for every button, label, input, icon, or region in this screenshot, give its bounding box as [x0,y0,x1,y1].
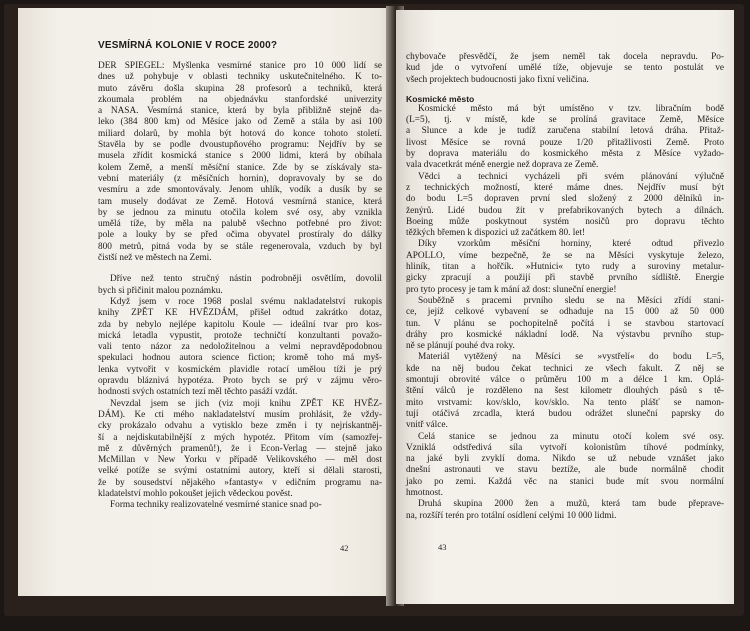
text-line: (L=5), tj. v místě, kde se prolíná gravitace Země, Měsíce [406,115,724,126]
text-line: Díky vzorkům měsíční horniny, které odtud přivezlo [418,239,724,250]
text-line: lenka vytvořit v kosmickém plavidle rotací umělou tíži je prý [98,364,382,375]
text-line: Dříve než tento stručný nástin podrobněji osvětlím, dovolil [110,274,382,285]
text-line: tují otáčivá zrcadla, která budou odrážet sluneční paprsky do [406,408,724,419]
text-line: vnitř válce. [406,420,448,431]
text-line: mická letadla vypustit, protože techničtí konzultanti považo- [98,330,382,341]
text-line: kde na něj budou čekat technici ze všech fakult. Z něj se [406,363,724,374]
chapter-title: VESMÍRNÁ KOLONIE V ROCE 2000? [98,40,278,51]
text-line: mě z důvěrných pramenů!), že i Econ-Verlag — stejně jako [98,443,382,454]
text-line: Souběžně s pracemi prvního sledu se na Měsíci zřídí stani- [418,295,724,306]
page-number-right: 43 [438,542,447,552]
text-line: hmotnost. [406,487,443,498]
text-line: Druhá skupina 2000 žen a mužů, která tam bude přeprave- [418,499,724,510]
text-line: dnes už pohybuje v oblasti techniky uskutečnitelného. K to- [98,72,382,83]
text-line: pro tyto procesy je tam k mání až dost: sluneční energie! [406,284,617,295]
text-line: velké potíže se svými ostatními autory, kteří si dělali starosti, [98,466,382,477]
text-line: hodnosti svých ostatních tezí měl těchto pasáží vzdát. [98,387,298,398]
text-line: vesmíru a zde smontovávaly. Jenom uhlík, vodík a dusík by se [98,185,382,196]
text-line: štění válců je rozděleno na šest kilometr dlouhých pásů s tě- [406,386,724,397]
text-line: těžkých břemen k dispozici už začátkem 80. let! [406,228,586,239]
text-line: zda by nebylo nejlépe kapitolu Koule — ideální tvar pro kos- [98,319,382,330]
text-line: všech projektech budoucnosti jako fixní veličina. [406,74,589,85]
text-line: ně se plánují pouhé dva roky. [406,341,515,352]
text-line: čistší než ve městech na Zemi. [98,253,212,264]
text-line: jako po zemi. Každá věc na stanici bude mít svou normální [406,476,724,487]
text-line: leko (384 800 km) od Měsíce jako od Země a stála by asi 100 [98,117,382,128]
text-line: ženýrů. Lidé budou žít v prefabrikovaných bytech a dílnách. [406,205,724,216]
text-line: ce, jejíž celkové vybavení se odhaduje na 15 000 až 50 000 [406,307,724,318]
text-line: opravdu bláznivá hypotéza. Proto bych se prý v zájmu věro- [98,376,382,387]
text-line: hliník, titan a hořčík. »Hutnici« tyto rudy a suroviny metalur- [406,262,724,273]
text-line: zkoumala problém na objednávku stanfordské univerzity [98,94,382,105]
text-line: miliard dolarů, by mohla být hotová do konce tohoto století. [98,128,382,139]
text-line: Materiál vytěžený na Měsíci se »vystřelí« do bodu L=5, [418,352,724,363]
left-page [18,8,394,596]
text-line: kolem Země, a menší měsíční stanice. Zde by se získávaly sta- [98,162,382,173]
text-line: Boeing může poskytnout systém nosičů pro dopravu těchto [406,216,724,227]
text-line: Forma techniky realizovatelné vesmírné stanice snad po- [110,500,322,511]
text-line: do bodu L=5 dopraven první sled složený z 2000 dělníků in- [406,194,724,205]
text-line: bych si přičinit malou poznámku. [98,285,223,296]
left-paragraph-main [98,274,382,511]
right-page [396,10,734,604]
text-line: mito vrstvami: kov/sklo, kov/sklo. Na tento plášť se namon- [406,397,724,408]
text-line: musela zřídit kosmická stanice s 2000 lidmi, která by obíhala [98,151,382,162]
text-line: vala dvacetkrát méně energie než doprava ze Země. [406,160,599,171]
text-line: ší a nejdiskutabilnější z mých hypotéz. Přitom vím (samozřej- [98,432,382,443]
right-paragraph-intro [406,52,724,86]
text-line: chybovače přesvědčí, že jsem neměl tak docela nepravdu. Po- [406,52,724,62]
text-line: spekulaci hodnou autora science fiction; kromě toho má myš- [98,353,382,364]
text-line: dráhy pro kosmické nákladní lodě. Na výstavbu prvního stup- [406,329,724,340]
text-line: kladatelství mohlo pokoušet jejich vědeckou pověst. [98,488,293,499]
text-line: tun. V plánu se pochopitelně počítá i se stavbou startovací [406,318,724,329]
text-line: pole a louky by se před očima obyvatel prostíraly do dálky [98,230,382,241]
text-line: z technických možností, které máme dnes. Nejdřív musí být [406,182,724,193]
text-line: kud jde o vytvoření umělé tíže, objevuje se tento postulát ve [406,63,724,74]
text-line: a Slunce a kde je tudíž zaručena stabilní letová dráha. Přitaž- [406,126,724,137]
text-line: knihy ZPĚT KE HVĚZDÁM, přišel odtud zakrátko dotaz, [98,308,382,319]
text-line: cky prokázalo odvahu a vytisklo beze změn i ty nejriskantněj- [98,421,382,432]
text-line: Když jsem v roce 1968 poslal svému nakladatelství rukopis [110,296,382,307]
text-line: a NASA. Vesmírná stanice, která by byla přibližně stejně da- [98,106,382,117]
section-subtitle: Kosmické město [406,93,475,104]
text-line: McMillan v New Yorku v případě Velikovského — měl dost [98,455,382,466]
text-line: vali tento názor za nedoložitelnou a velmi nepravděpodobnou [98,342,382,353]
text-line: by se jednou za minutu otočila kolem své osy, aby vznikla [98,207,382,218]
text-line: APOLLO, víme bezpečně, že se na Měsíci vyskytuje železo, [406,250,724,261]
text-line: Vzniklá odstředivá síla vytvoří kolonistům tíhové podmínky, [406,442,724,453]
text-line: vební materiály (z měsíčních hornin), dopravovaly by se do [98,173,382,184]
text-line: gicky zpracují a použijí při stavbě prvního sídliště. Energie [406,273,724,284]
text-line: dnešní astronauti ve stavu beztíže, ale bude normálně chodit [406,465,724,476]
text-line: umělá tíže, by měla na palubě všechno potřebné pro život: [98,219,382,230]
text-line: DER SPIEGEL: Myšlenka vesmírné stanice pro 10 000 lidí se [98,61,382,71]
text-line: livost Měsíce se rovná pouze 1/20 přitažlivosti Země. Proto [406,137,724,148]
text-line: Celá stanice se jednou za minutu otočí kolem své osy. [418,431,724,442]
text-line: Stavěla by se podle dvoustupňového programu: Nejdřív by se [98,140,382,151]
text-line: DÁM). Ke cti mého nakladatelství musím prohlásit, že vždy- [98,409,382,420]
text-line: že by sousedství nějakého »fantasty« v edičním programu na- [98,477,382,488]
text-line: 800 metrů, pitná voda by se stále regenerovala, vzduch by byl [98,241,382,252]
text-line: na, rozšíří terén pro totální osídlení celými 10 000 lidmi. [406,510,617,521]
text-line: smontují obrovité válce o průměru 100 m a délce 1 km. Oplá- [406,375,724,386]
right-paragraph-main [406,104,724,522]
left-paragraph-spiegel [98,61,382,264]
text-line: Kosmické město má být umístěno v tzv. libračním bodě [418,103,724,114]
text-line: tam musely dodávat ze Země. Hotová vesmírná stanice, která [98,196,382,207]
text-line: by doprava materiálu do kosmického města z Měsíce vyžado- [406,149,724,160]
page-number-left: 42 [340,543,349,553]
text-line: na jaké byli zvyklí doma. Nikdo se už nebude vznášet jako [406,454,724,465]
text-line: Nevzdal jsem se jich (viz moji knihu ZPĚT KE HVĚZ- [110,398,382,409]
text-line: muto závěru došla skupina 28 profesorů a techniků, která [98,83,382,94]
text-line: Vědci a technici vycházeli při svém plánování výlučně [418,171,724,182]
